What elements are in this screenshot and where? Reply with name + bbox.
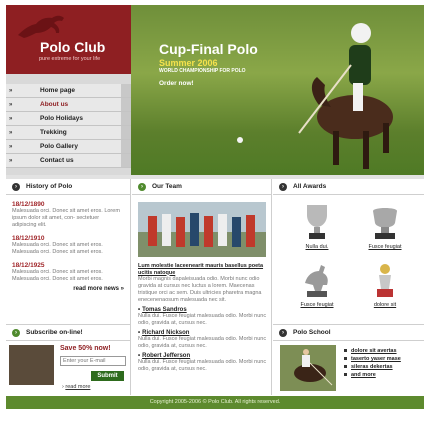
nav-item-home[interactable]: » Home page bbox=[6, 84, 131, 98]
arrow-circle-icon: › bbox=[138, 183, 146, 191]
member-text: Nulla dui. Fusce feugiat malesuada odio. Morbi nunc odio, gravida at, cursus nec. bbox=[138, 336, 267, 349]
school-link[interactable]: sileras dekertas bbox=[344, 363, 401, 371]
footer bbox=[6, 396, 424, 409]
nav-item-about[interactable]: » About us bbox=[6, 98, 131, 112]
award-caption: Fusce feugiat bbox=[368, 244, 402, 250]
subscribe-panel bbox=[6, 324, 131, 395]
award-caption: dolore sit bbox=[373, 302, 397, 308]
bullet-icon: • bbox=[138, 353, 141, 359]
read-more-news-link[interactable]: read more news » bbox=[73, 286, 124, 292]
history-column bbox=[6, 179, 131, 395]
polo-rider-image bbox=[291, 5, 424, 175]
arrow-circle-icon: › bbox=[12, 183, 20, 191]
award-item[interactable] bbox=[287, 257, 347, 313]
hero-subtitle: Summer 2006 bbox=[159, 58, 218, 68]
history-date: 18/12/1890 bbox=[12, 201, 45, 208]
trophy-cup-icon bbox=[301, 203, 333, 241]
nav-item-gallery[interactable]: » Polo Gallery bbox=[6, 140, 131, 154]
bullet-icon: • bbox=[138, 307, 141, 313]
history-text: Malesuada orci. Donec sit amet eros. Malesuada orci. Donec sit amet eros. bbox=[12, 269, 103, 282]
trophy-figure-icon bbox=[369, 261, 401, 299]
school-link[interactable]: taserto yaser mase bbox=[344, 355, 401, 363]
school-link[interactable]: and more bbox=[344, 371, 401, 379]
bullet-icon bbox=[344, 365, 347, 368]
double-chevron-icon: » bbox=[9, 102, 13, 108]
arrow-circle-icon: › bbox=[279, 329, 287, 337]
bullet-icon bbox=[344, 357, 347, 360]
double-chevron-icon: » bbox=[9, 88, 13, 94]
team-heading: › Our Team bbox=[132, 179, 271, 195]
polo-school-panel bbox=[273, 324, 424, 395]
school-heading: › Polo School bbox=[273, 325, 424, 341]
copyright-text: Copyright 2005-2006 © Polo Club. All rights reserved. bbox=[149, 399, 281, 405]
nav-item-contact[interactable]: » Contact us bbox=[6, 154, 131, 168]
team-headline-link[interactable]: Lum molestie laceenearit mauris basellus poeta ucitis natoque bbox=[138, 263, 264, 276]
award-item[interactable] bbox=[355, 257, 415, 313]
email-input[interactable] bbox=[60, 356, 126, 366]
brand-title: Polo Club bbox=[40, 39, 106, 55]
team-photo bbox=[138, 202, 266, 257]
award-item[interactable] bbox=[355, 199, 415, 255]
order-now-link[interactable]: Order now! bbox=[159, 80, 194, 87]
hero-title: Cup-Final Polo bbox=[159, 41, 258, 57]
horse-logo-icon bbox=[14, 11, 72, 41]
team-intro: Morbi magnis dapaleisuada odio. Morbi nunc odio gravida at cursus nec luctus a lorem. Maecenas tristique orci ac sem. Duis ultricies pharetra magna enecenenaosum malesuada nec sit. bbox=[138, 276, 262, 303]
logo-box[interactable] bbox=[6, 5, 131, 74]
double-chevron-icon: » bbox=[9, 130, 13, 136]
arrow-icon: › bbox=[62, 384, 66, 390]
nav-item-holidays[interactable]: » Polo Holidays bbox=[6, 112, 131, 126]
brand-tagline: pure extreme for your life bbox=[39, 56, 101, 62]
team-column bbox=[132, 179, 272, 395]
arrow-circle-icon: › bbox=[12, 329, 20, 337]
page bbox=[6, 5, 424, 442]
save-offer: Save 50% now! bbox=[60, 345, 111, 352]
polo-ball bbox=[237, 137, 243, 143]
history-date: 18/12/1925 bbox=[12, 262, 45, 269]
trophy-bowl-icon bbox=[369, 203, 401, 241]
subscribe-heading: › Subscribe on-line! bbox=[6, 325, 131, 341]
award-item[interactable] bbox=[287, 199, 347, 255]
double-chevron-icon: » bbox=[9, 144, 13, 150]
history-date: 18/12/1910 bbox=[12, 235, 45, 242]
award-caption: Nulla dui. bbox=[305, 244, 329, 250]
double-chevron-icon: » bbox=[9, 116, 13, 122]
hero-championship: WORLD CHAMPIONSHIP FOR POLO bbox=[159, 68, 246, 74]
read-more-link[interactable]: › read more bbox=[62, 384, 91, 390]
awards-heading: › All Awards bbox=[273, 179, 424, 195]
horse-statue-icon bbox=[301, 261, 333, 299]
main-nav bbox=[6, 74, 131, 175]
member-link[interactable]: • Richard Nickson bbox=[138, 330, 190, 336]
award-caption: Fusce feugiat bbox=[300, 302, 334, 308]
member-text: Nulla dui. Fusce feugiat malesuada odio. Morbi nunc odio, gravida at, cursus nec. bbox=[138, 359, 267, 372]
polo-school-photo bbox=[280, 345, 336, 391]
bullet-icon bbox=[344, 373, 347, 376]
arrow-circle-icon: › bbox=[279, 183, 287, 191]
bullet-icon bbox=[344, 349, 347, 352]
double-chevron-icon: » bbox=[9, 158, 13, 164]
member-text: Nulla dui. Fusce feugiat malesuada odio. Morbi nunc odio, gravida at, cursus nec. bbox=[138, 313, 267, 326]
history-text: Malesuada orci. Donec sit amet eros. Lorem ipsum dolor sit amet, con- sectetuer adipiscing elit. bbox=[12, 208, 120, 228]
magazine-image bbox=[9, 345, 54, 385]
submit-button[interactable]: Submit bbox=[91, 371, 124, 381]
nav-item-trekking[interactable]: » Trekking bbox=[6, 126, 131, 140]
history-heading: › History of Polo bbox=[6, 179, 130, 195]
awards-column bbox=[273, 179, 424, 395]
history-text: Malesuada orci. Donec sit amet eros. Malesuada orci. Donec sit amet eros. bbox=[12, 242, 103, 255]
member-link[interactable]: • Tomas Sandros bbox=[138, 307, 187, 313]
member-link[interactable]: • Robert Jefferson bbox=[138, 353, 191, 359]
bullet-icon: • bbox=[138, 330, 141, 336]
hero-banner[interactable] bbox=[131, 5, 424, 175]
school-link[interactable]: dolore sit avertas bbox=[344, 347, 401, 355]
